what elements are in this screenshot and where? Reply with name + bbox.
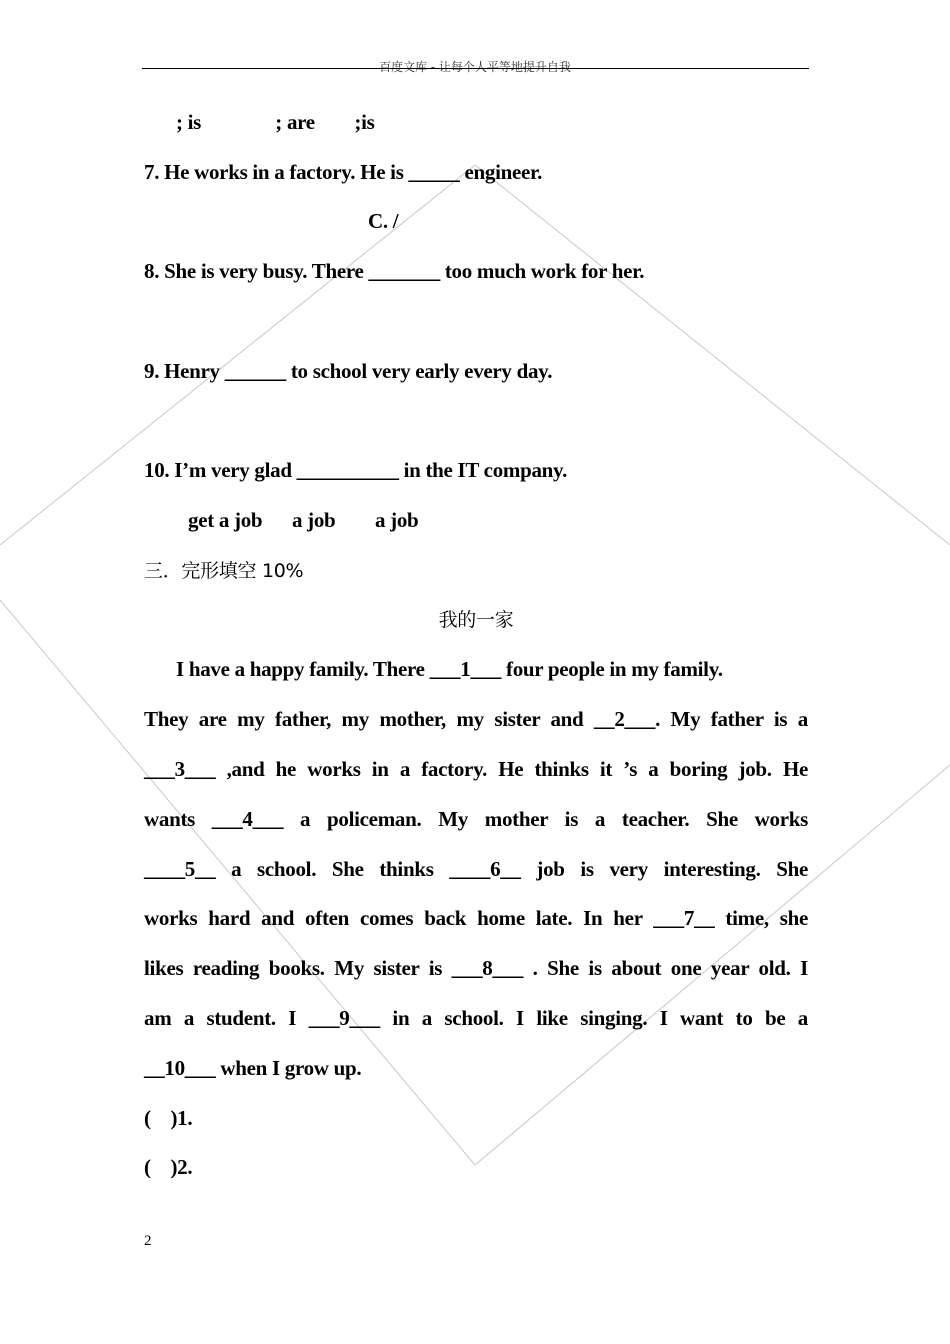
q7-options: C. / bbox=[368, 209, 399, 233]
answer-line-2: ( )2. bbox=[144, 1155, 193, 1179]
q6-options: ; is ; are ;is bbox=[176, 110, 375, 134]
header-divider bbox=[142, 68, 809, 69]
question-8: 8. She is very busy. There _______ too much work for her. bbox=[144, 259, 645, 283]
page-header: 百度文库 - 让每个人平等地提升自我 bbox=[379, 60, 571, 74]
passage-line-8: am a student. I ___9___ in a school. I like singing. I want to be a bbox=[144, 1006, 808, 1030]
passage-line-7: likes reading books. My sister is ___8___ . She is about one year old. I bbox=[144, 956, 808, 980]
section-heading: 三．完形填空 10% bbox=[144, 560, 304, 582]
passage-line-1: I have a happy family. There ___1___ four people in my family. bbox=[176, 657, 723, 681]
passage-line-6: works hard and often comes back home late. In her ___7__ time, she bbox=[144, 906, 808, 930]
q10-options: get a job a job a job bbox=[188, 508, 419, 532]
passage-line-5: ____5__ a school. She thinks ____6__ job is very interesting. She bbox=[144, 857, 808, 881]
page-number: 2 bbox=[144, 1233, 152, 1249]
passage-line-4: wants ___4___ a policeman. My mother is a teacher. She works bbox=[144, 807, 808, 831]
answer-line-1: ( )1. bbox=[144, 1106, 193, 1130]
question-10: 10. I’m very glad __________ in the IT company. bbox=[144, 458, 568, 482]
question-7: 7. He works in a factory. He is _____ engineer. bbox=[144, 160, 543, 184]
passage-line-9: __10___ when I grow up. bbox=[144, 1056, 362, 1080]
passage-title: 我的一家 bbox=[438, 609, 514, 631]
passage-line-3: ___3___ ,and he works in a factory. He thinks it ’s a boring job. He bbox=[144, 757, 808, 781]
passage-line-2: They are my father, my mother, my sister and __2___. My father is a bbox=[144, 707, 808, 731]
question-9: 9. Henry ______ to school very early every day. bbox=[144, 359, 553, 383]
